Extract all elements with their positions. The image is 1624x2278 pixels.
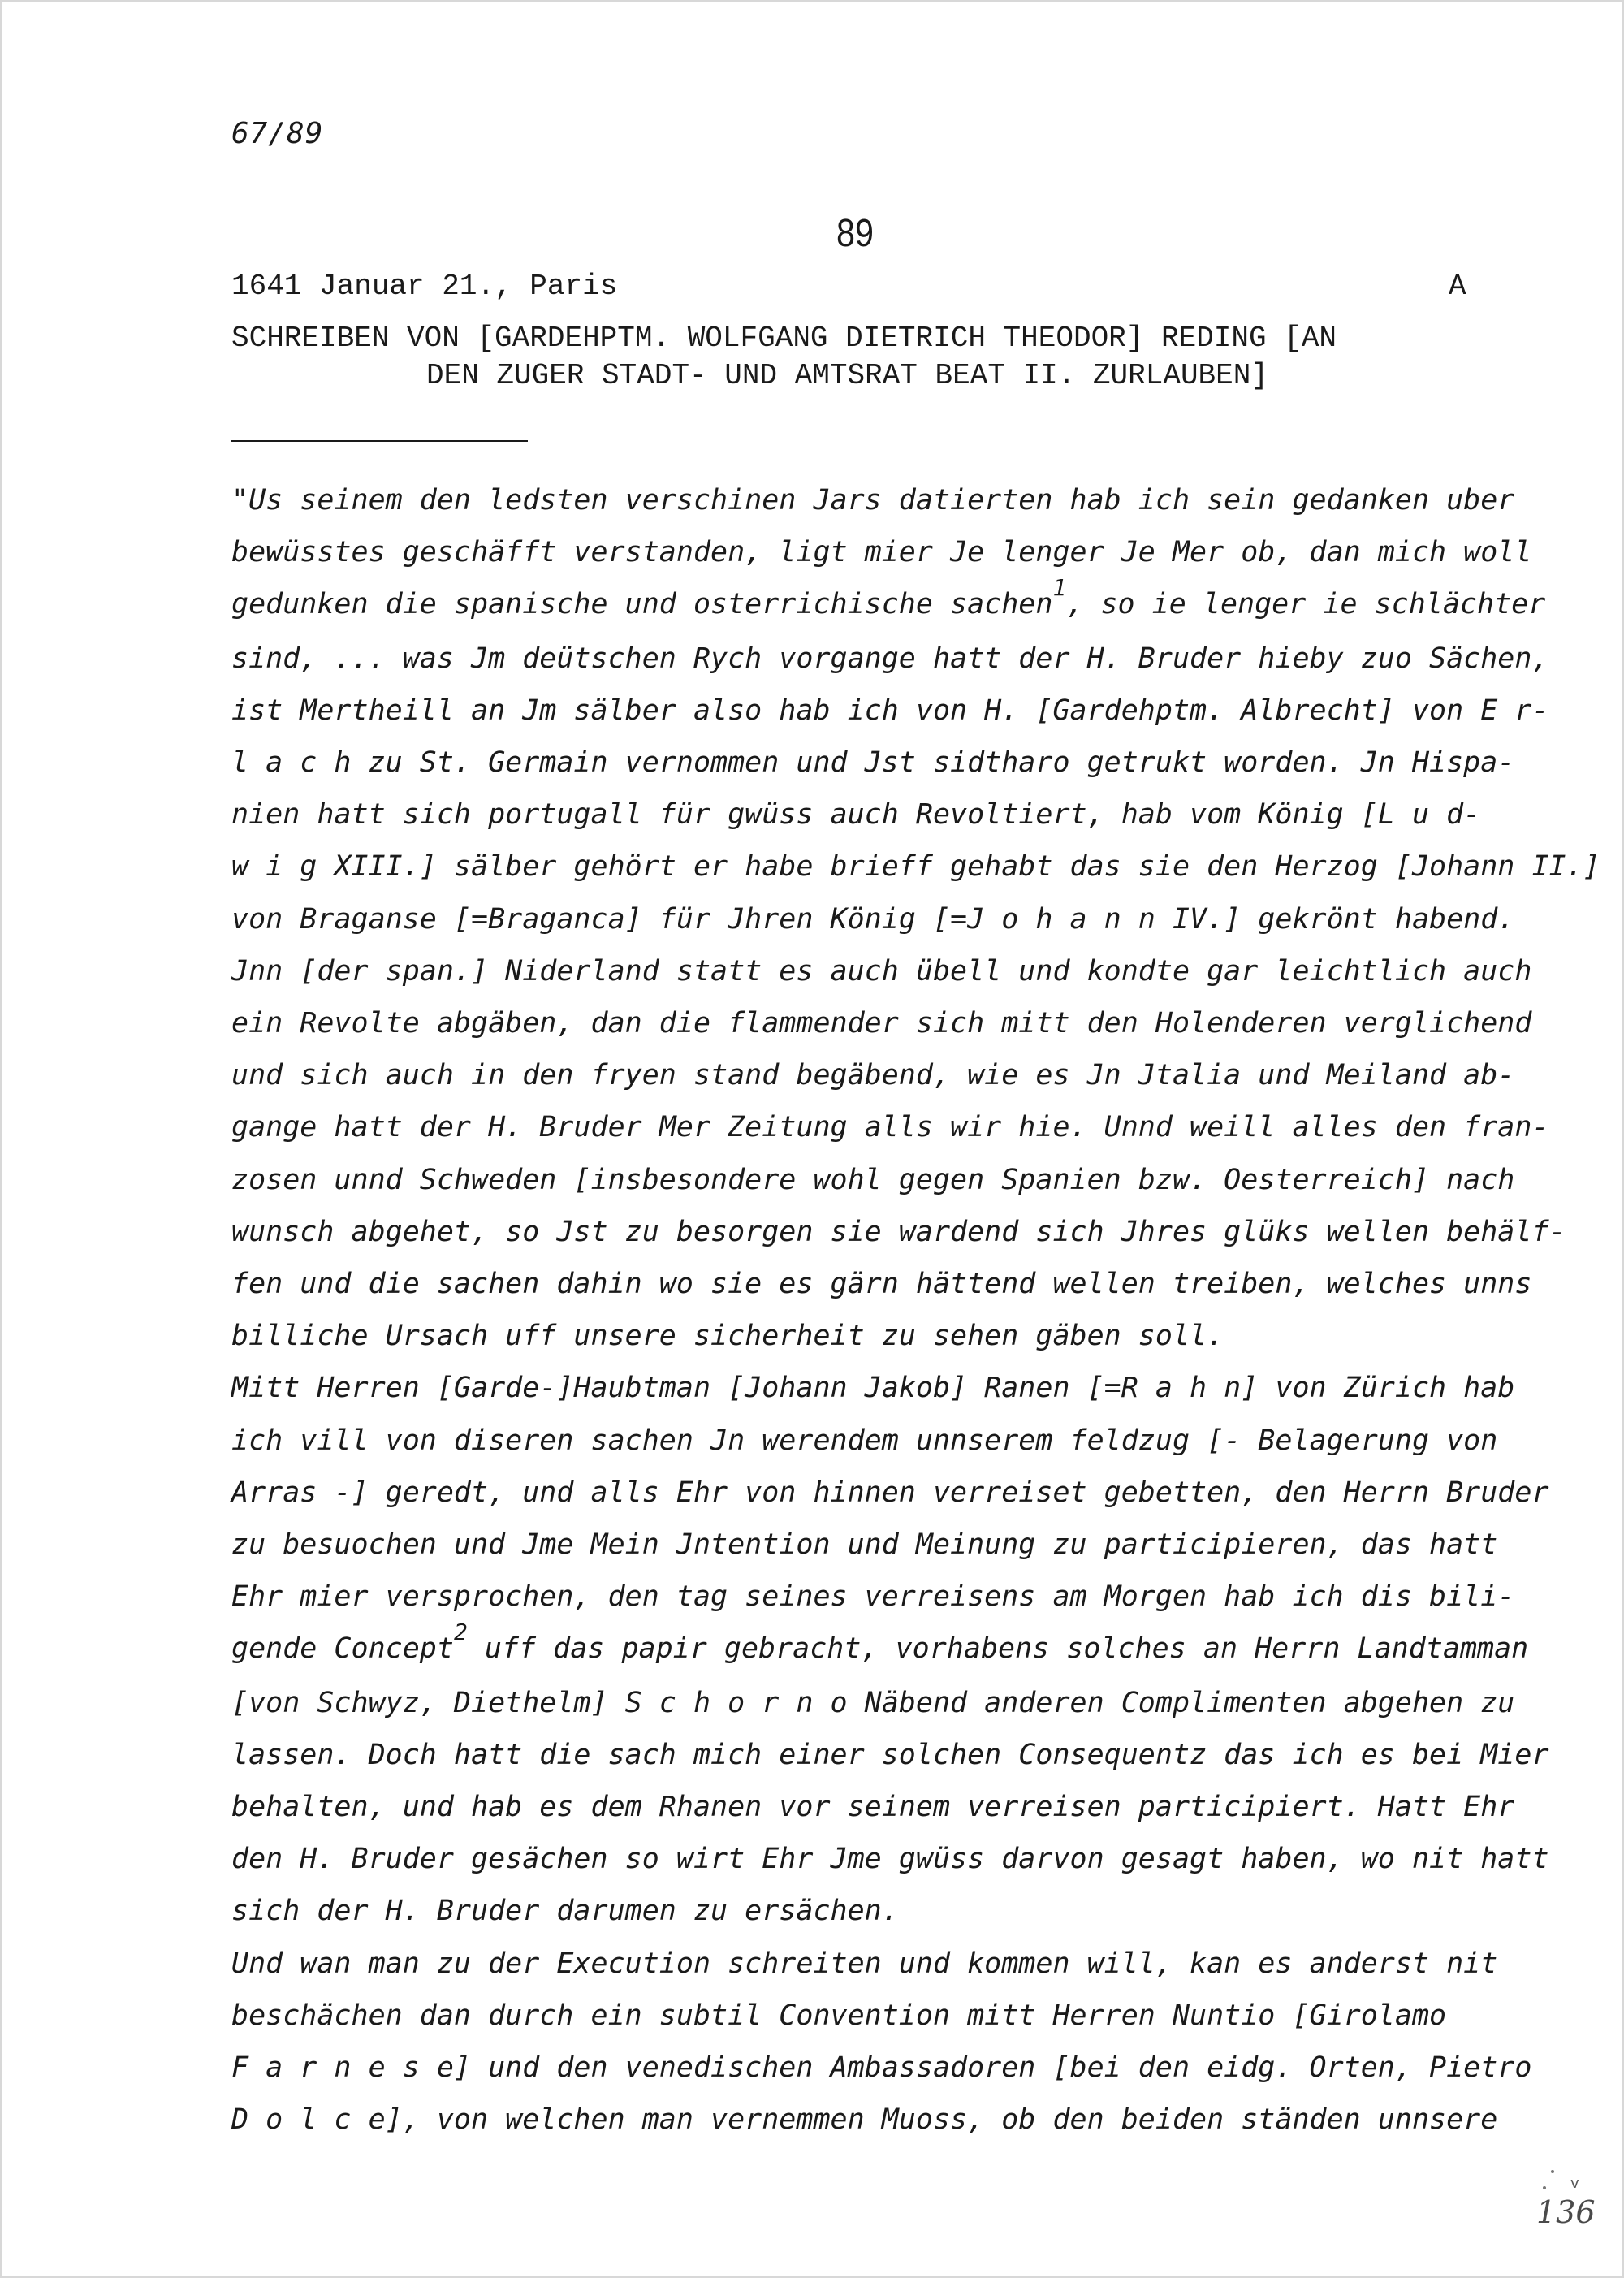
text-line: beschächen dan durch ein subtil Convention mitt Herren Nuntio [Girolamo xyxy=(231,1999,1447,2032)
folio-mark: v xyxy=(1570,2175,1579,2192)
footnote-mark: 1 xyxy=(1052,574,1067,602)
text-line: ich vill von diseren sachen Jn werendem unnserem feldzug [- Belagerung von xyxy=(231,1424,1498,1457)
text-line: gange hatt der H. Bruder Mer Zeitung alls wir hie. Unnd weill alles den fran- xyxy=(231,1111,1549,1144)
text-segment: uff das papir gebracht, vorhabens solches an Herrn Landtamman xyxy=(467,1632,1529,1666)
text-line: sich der H. Bruder darumen zu ersächen. xyxy=(231,1895,899,1928)
text-line: wunsch abgehet, so Jst zu besorgen sie wardend sich Jhres glüks wellen behälf- xyxy=(231,1215,1566,1248)
text-line: Jnn [der span.] Niderland statt es auch übell und kondte gar leichtlich auch xyxy=(231,954,1532,988)
separator-rule xyxy=(231,440,528,442)
text-line: von Braganse [=Braganca] für Jhren König [=J o h a n n IV.] gekrönt habend. xyxy=(231,902,1515,936)
text-line: ein Revolte abgäben, dan die flammender sich mitt den Holenderen verglichend xyxy=(231,1007,1532,1040)
text-segment: , so ie lenger ie schlächter xyxy=(1066,588,1546,621)
text-line: zu besuochen und Jme Mein Jntention und Meinung zu participieren, das hatt xyxy=(231,1528,1498,1562)
letter-body xyxy=(231,474,1600,2146)
text-line: zosen unnd Schweden [insbesondere wohl gegen Spanien bzw. Oesterreich] nach xyxy=(231,1163,1515,1196)
text-line: ist Mertheill an Jm sälber also hab ich von H. [Gardehptm. Albrecht] von E r- xyxy=(231,694,1549,727)
document-number: 89 xyxy=(836,212,874,255)
text-line xyxy=(231,1619,1547,1676)
text-segment: gende Concept xyxy=(231,1632,454,1666)
text-line: behalten, und hab es dem Rhanen vor seinem verreisen participiert. Hatt Ehr xyxy=(231,1791,1515,1824)
text-line: [von Schwyz, Diethelm] S c h o r n o Näbend anderen Complimenten abgehen zu xyxy=(231,1686,1515,1719)
text-line: "Us seinem den ledsten verschinen Jars datierten hab ich sein gedanken uber xyxy=(231,484,1515,517)
text-segment: gedunken die spanische und osterrichische sachen xyxy=(231,588,1053,621)
text-line: sind, ... was Jm deütschen Rych vorgange hatt der H. Bruder hieby zuo Sächen, xyxy=(231,642,1549,675)
document-heading xyxy=(231,320,1482,395)
text-line xyxy=(231,574,1547,632)
folio-number: 136 xyxy=(1536,2194,1596,2230)
text-line: Ehr mier versprochen, den tag seines verreisens am Morgen hab ich dis bili- xyxy=(231,1580,1515,1614)
text-line: und sich auch in den fryen stand begäbend, wie es Jn Jtalia und Meiland ab- xyxy=(231,1059,1515,1092)
text-line: D o l c e], von welchen man vernemmen Muoss, ob den beiden ständen unnsere xyxy=(231,2103,1498,2137)
text-line: w i g XIII.] sälber gehört er habe brieff gehabt das sie den Herzog [Johann II.] xyxy=(231,850,1600,884)
margin-dot xyxy=(1551,2170,1554,2173)
text-line: Arras -] geredt, und alls Ehr von hinnen verreiset gebetten, den Herrn Bruder xyxy=(231,1476,1549,1509)
margin-dot xyxy=(1543,2186,1546,2189)
series-letter: A xyxy=(1449,270,1466,303)
date-place: 1641 Januar 21., Paris xyxy=(231,270,618,303)
heading-line: SCHREIBEN VON [GARDEHPTM. WOLFGANG DIETRICH THEODOR] REDING [AN xyxy=(231,322,1337,355)
text-line: Und wan man zu der Execution schreiten und kommen will, kan es anderst nit xyxy=(231,1947,1498,1980)
footnote-mark: 2 xyxy=(453,1619,468,1646)
text-line: l a c h zu St. Germain vernommen und Jst sidtharo getrukt worden. Jn Hispa- xyxy=(231,746,1515,780)
heading-line: DEN ZUGER STADT- UND AMTSRAT BEAT II. ZURLAUBEN] xyxy=(426,359,1268,392)
text-line: bewüsstes geschäfft verstanden, ligt mier Je lenger Je Mer ob, dan mich woll xyxy=(231,536,1532,569)
text-line: den H. Bruder gesächen so wirt Ehr Jme gwüss darvon gesagt haben, wo nit hatt xyxy=(231,1843,1549,1876)
text-line: billiche Ursach uff unsere sicherheit zu sehen gäben soll. xyxy=(231,1320,1224,1353)
text-line: lassen. Doch hatt die sach mich einer solchen Consequentz das ich es bei Mier xyxy=(231,1738,1549,1771)
page-reference: 67/89 xyxy=(231,117,324,150)
text-line: F a r n e s e] und den venedischen Ambassadoren [bei den eidg. Orten, Pietro xyxy=(231,2051,1532,2085)
text-line: nien hatt sich portugall für gwüss auch Revoltiert, hab vom König [L u d- xyxy=(231,798,1481,832)
text-line: fen und die sachen dahin wo sie es gärn hättend wellen treiben, welches unns xyxy=(231,1268,1532,1301)
text-line: Mitt Herren [Garde-]Haubtman [Johann Jakob] Ranen [=R a h n] von Zürich hab xyxy=(231,1372,1515,1405)
